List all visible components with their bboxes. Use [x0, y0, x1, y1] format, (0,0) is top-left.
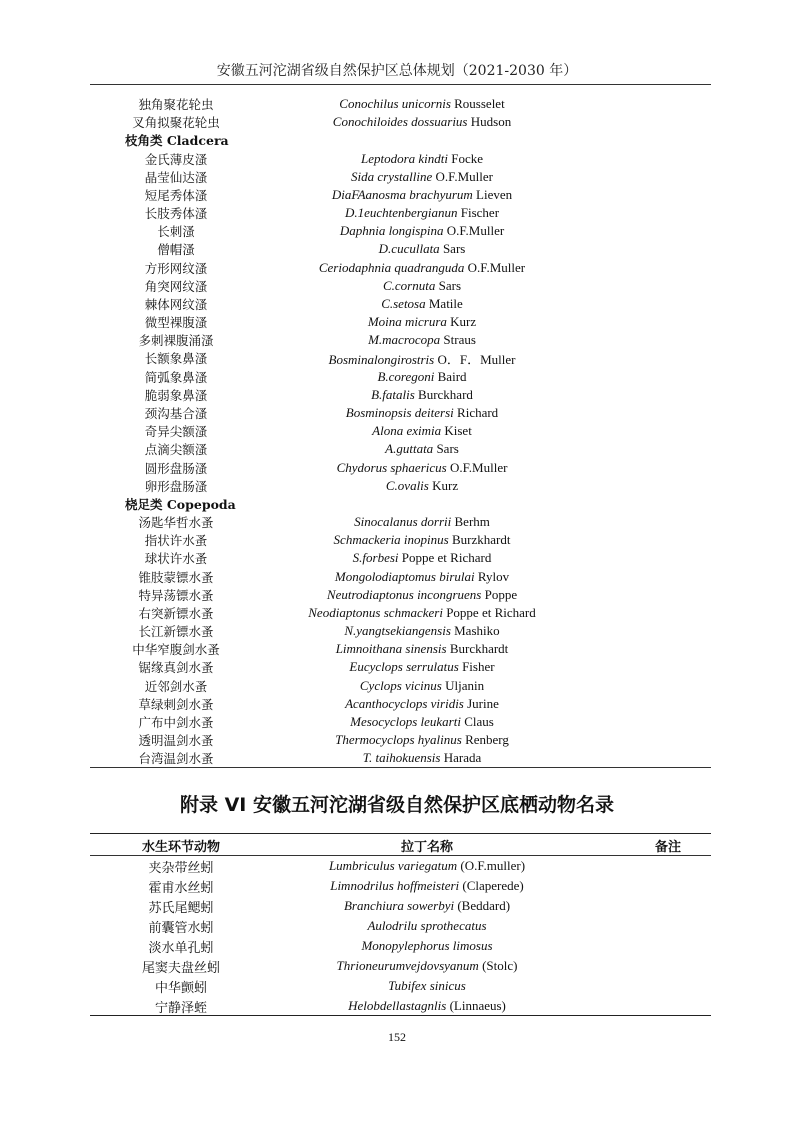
latin-binomial: Cyclops vicinus [359, 677, 442, 693]
latin-name [262, 532, 582, 548]
latin-binomial: Bosminopsis deitersi [345, 405, 454, 420]
latin-author: Harada [440, 750, 482, 766]
latin-binomial: Mongolodiaptomus birulai [334, 568, 475, 584]
chinese-name: 草绿刺剑水蚤 [138, 696, 214, 712]
table-bottom-rule [90, 767, 711, 768]
latin-binomial: Aulodrilu sprothecatus [367, 918, 487, 933]
latin-name [262, 605, 582, 621]
table-row [90, 404, 711, 422]
header-aquatic-annelids: 水生环节动物 [141, 840, 220, 855]
latin-name [262, 169, 582, 185]
latin-binomial: Mesocyclops leukarti [350, 713, 461, 729]
latin-author: (O.F.muller) [457, 858, 526, 873]
latin-name [262, 569, 582, 585]
latin-name [262, 187, 582, 203]
table-row [90, 95, 711, 113]
chinese-name: 奇异尖额溞 [144, 424, 208, 440]
latin-name [262, 732, 582, 748]
latin-binomial: Acanthocyclops viridis [345, 695, 464, 711]
table-row [90, 713, 711, 731]
chinese-name: 卵形盘肠溞 [144, 478, 208, 494]
latin-binomial: B.coregoni [377, 368, 435, 384]
table-row [90, 677, 711, 695]
latin-name [262, 260, 582, 276]
section-label: 枝角类 Cladcera [125, 133, 229, 149]
latin-author: Poppe [481, 586, 518, 602]
latin-author: Jurine [463, 695, 499, 711]
latin-binomial: Neodiaptonus schmackeri [308, 604, 443, 620]
latin-author: Poppe et Richard [442, 604, 536, 620]
chinese-name: 尾窦夫盘丝蚓 [141, 960, 220, 976]
latin-binomial: A.guttata [385, 441, 434, 457]
table-row [90, 440, 711, 458]
page-number: 152 [388, 1030, 406, 1044]
table-row [90, 422, 711, 440]
latin-author: Kurz [428, 477, 459, 493]
chinese-name: 广布中剑水蚤 [138, 714, 214, 730]
latin-author: O.F.Muller [446, 459, 508, 475]
chinese-name: 多刺裸腹涌溞 [138, 333, 214, 349]
latin-author: (Stolc) [478, 958, 518, 973]
latin-author: Sars [435, 277, 461, 293]
latin-author: Matile [425, 295, 463, 311]
latin-binomial: M.macrocopa [368, 332, 441, 348]
latin-author: Claus [460, 713, 494, 729]
table-row [90, 976, 711, 996]
latin-author: Richard [453, 405, 499, 420]
latin-author: O．F．Muller [434, 352, 516, 367]
table-row [90, 567, 711, 585]
latin-author: Straus [440, 332, 476, 348]
latin-binomial: Bosminalongirostris [328, 352, 435, 367]
latin-author: Sars [433, 441, 459, 457]
table-row [90, 240, 711, 258]
latin-binomial: C.setosa [381, 295, 426, 311]
latin-binomial: Leptodora kindti [360, 150, 448, 166]
latin-author: Fisher [458, 659, 495, 675]
latin-name [262, 750, 582, 766]
chinese-name: 台湾温剑水蚤 [138, 751, 214, 767]
table-row [90, 956, 711, 976]
latin-binomial: Thermocyclops hyalinus [335, 732, 462, 748]
latin-author: Berhm [451, 514, 490, 530]
chinese-name: 点滴尖额溞 [144, 442, 208, 458]
latin-binomial: C.ovalis [385, 477, 429, 493]
latin-name [262, 587, 582, 603]
latin-author: Burzkhardt [448, 532, 511, 548]
latin-author: Lieven [472, 186, 513, 202]
latin-binomial: Schmackeria inopinus [333, 532, 449, 548]
latin-author: Poppe et Richard [398, 550, 492, 566]
latin-name [262, 623, 582, 639]
latin-name [262, 369, 582, 385]
chinese-name: 僧帽溞 [157, 242, 195, 258]
chinese-name: 霍甫水丝蚓 [148, 880, 214, 896]
latin-binomial: Sinocalanus dorrii [354, 514, 452, 530]
chinese-name: 简弧象鼻溞 [144, 369, 208, 385]
chinese-name: 宁静泽蛭 [154, 1000, 207, 1016]
section-heading [90, 131, 711, 149]
benthic-table [90, 856, 711, 1016]
latin-binomial: Neutrodiaptonus incongruens [326, 586, 482, 602]
latin-binomial: Chydorus sphaericus [336, 459, 447, 475]
table-row [90, 549, 711, 567]
zooplankton-table [90, 95, 711, 767]
table-row [90, 916, 711, 936]
latin-binomial: Daphnia longispina [339, 223, 444, 239]
latin-name [262, 678, 582, 694]
latin-author: (Linnaeus) [446, 998, 506, 1013]
latin-name [262, 151, 582, 167]
latin-binomial: Tubifex sinicus [388, 978, 466, 993]
latin-author: Uljanin [441, 677, 485, 693]
chinese-name: 独角聚花轮虫 [138, 97, 214, 113]
chinese-name: 球状许水蚤 [144, 551, 208, 567]
latin-binomial: B.fatalis [371, 386, 415, 402]
latin-author: Kiset [441, 423, 472, 439]
chinese-name: 特异荡镖水蚤 [138, 587, 214, 603]
chinese-name: 长江新镖水蚤 [138, 624, 214, 640]
table-row [90, 313, 711, 331]
latin-author: Fischer [457, 205, 500, 221]
latin-author: Burckhard [414, 386, 473, 402]
latin-author: O.F.Muller [443, 223, 505, 239]
latin-author: Rousselet [450, 96, 505, 112]
table-row [90, 658, 711, 676]
latin-name [262, 423, 582, 439]
chinese-name: 短尾秀体溞 [144, 187, 208, 203]
latin-binomial: Branchiura sowerbyi [343, 898, 455, 913]
chinese-name: 晶莹仙达溞 [144, 169, 208, 185]
latin-name [262, 696, 582, 712]
chinese-name: 圆形盘肠溞 [144, 460, 208, 476]
table-row [90, 259, 711, 277]
chinese-name: 长刺溞 [157, 224, 195, 240]
latin-binomial: Conochilus unicornis [339, 96, 451, 112]
latin-name [272, 898, 582, 914]
latin-name [272, 938, 582, 954]
table-row [90, 531, 711, 549]
table-row [90, 222, 711, 240]
latin-binomial: C.cornuta [382, 277, 436, 293]
latin-name [262, 96, 582, 112]
latin-author: Focke [448, 150, 484, 166]
latin-name [272, 998, 582, 1014]
table-row [90, 640, 711, 658]
chinese-name: 棘体网纹溞 [144, 296, 208, 312]
table-row [90, 586, 711, 604]
chinese-name: 金氏薄皮溞 [144, 151, 208, 167]
latin-name [262, 441, 582, 457]
latin-name [262, 514, 582, 530]
latin-name [262, 478, 582, 494]
table-row [90, 458, 711, 476]
latin-name [262, 349, 582, 368]
section-label: 桡足类 Copepoda [125, 496, 236, 512]
latin-name [262, 296, 582, 312]
table-row [90, 113, 711, 131]
chinese-name: 角突网纹溞 [144, 278, 208, 294]
latin-author: Sars [439, 241, 466, 257]
latin-author: (Beddard) [454, 898, 511, 913]
chinese-name: 中华窄腹剑水蚤 [132, 642, 220, 658]
table2-bottom-rule [90, 1015, 711, 1016]
latin-binomial: Thrioneurumvejdovsyanum [336, 958, 479, 973]
latin-author: Kurz [446, 314, 477, 330]
appendix-title: 附录 VI 安徽五河沱湖省级自然保护区底栖动物名录 [179, 794, 614, 816]
table-row [90, 186, 711, 204]
latin-name [272, 918, 582, 934]
latin-name [262, 405, 582, 421]
header-rule [90, 84, 711, 85]
table-row [90, 150, 711, 168]
chinese-name: 前囊管水蚓 [148, 920, 214, 936]
latin-name [262, 205, 582, 221]
latin-author: Rylov [474, 568, 510, 584]
latin-author: (Claperede) [459, 878, 524, 893]
latin-binomial: Ceriodaphnia quadranguda [318, 259, 465, 275]
header-latin-name: 拉丁名称 [400, 840, 453, 855]
table-row [90, 749, 711, 767]
chinese-name: 锥肢蒙镖水蚤 [138, 569, 214, 585]
chinese-name: 叉角拟聚花轮虫 [132, 115, 220, 131]
latin-binomial: Lumbriculus variegatum [328, 858, 458, 873]
chinese-name: 右突新镖水蚤 [138, 605, 214, 621]
latin-binomial: Eucyclops serrulatus [349, 659, 459, 675]
section-heading [90, 495, 711, 513]
chinese-name: 脆弱象鼻溞 [144, 387, 208, 403]
table-row [90, 386, 711, 404]
chinese-name: 淡水单孔蚓 [148, 940, 214, 956]
table-row [90, 168, 711, 186]
table-row [90, 513, 711, 531]
latin-name [272, 858, 582, 874]
latin-binomial: Limnodrilus hoffmeisteri [330, 878, 460, 893]
latin-name [262, 387, 582, 403]
table-row [90, 349, 711, 367]
table-row [90, 936, 711, 956]
chinese-name: 指状许水蚤 [144, 533, 208, 549]
latin-author: Mashiko [450, 623, 500, 639]
table-row [90, 295, 711, 313]
latin-author: Hudson [467, 114, 512, 130]
chinese-name: 透明温剑水蚤 [138, 733, 214, 749]
table-row [90, 695, 711, 713]
latin-name [262, 314, 582, 330]
latin-binomial: Monopylephorus limosus [361, 938, 493, 953]
latin-binomial: Conochiloides dossuarius [332, 114, 468, 130]
chinese-name: 微型裸腹溞 [144, 315, 208, 331]
latin-name [262, 460, 582, 476]
table-row [90, 731, 711, 749]
table-row [90, 996, 711, 1016]
latin-binomial: Alona eximia [372, 423, 442, 439]
chinese-name: 苏氏尾鳃蚓 [148, 900, 214, 916]
chinese-name: 方形网纹溞 [144, 260, 208, 276]
chinese-name: 夹杂带丝蚓 [148, 860, 214, 876]
table-row [90, 331, 711, 349]
table-row [90, 604, 711, 622]
latin-name [262, 241, 582, 257]
latin-binomial: Limnoithana sinensis [335, 641, 447, 657]
latin-name [262, 223, 582, 239]
latin-author: Renberg [461, 732, 509, 748]
latin-binomial: Sida crystalline [351, 168, 433, 184]
latin-binomial: Helobdellastagnlis [348, 998, 447, 1013]
header-remarks: 备注 [654, 840, 681, 855]
latin-name [272, 878, 582, 894]
latin-name [262, 659, 582, 675]
table-row [90, 856, 711, 876]
latin-name [262, 332, 582, 348]
chinese-name: 长肢秀体溞 [144, 206, 208, 222]
latin-binomial: D.cucullata [378, 241, 440, 257]
latin-author: O.F.Muller [464, 259, 526, 275]
chinese-name: 颈沟基合溞 [144, 406, 208, 421]
table-row [90, 204, 711, 222]
latin-binomial: T. taihokuensis [362, 750, 441, 766]
table2-top-rule [90, 833, 711, 834]
chinese-name: 汤匙华哲水蚤 [138, 515, 214, 531]
latin-name [272, 978, 582, 994]
chinese-name: 中华颤蚓 [154, 980, 207, 996]
latin-author: Baird [434, 368, 467, 384]
latin-author: O.F.Muller [432, 168, 493, 184]
latin-name [262, 278, 582, 294]
latin-name [262, 714, 582, 730]
chinese-name: 锯缘真剑水蚤 [138, 660, 214, 676]
latin-name [272, 958, 582, 974]
latin-binomial: N.yangtsekiangensis [344, 623, 451, 639]
table-row [90, 622, 711, 640]
latin-name [262, 114, 582, 130]
table-row [90, 896, 711, 916]
table2-header-row [90, 836, 711, 855]
latin-binomial: D.1euchtenbergianun [344, 205, 458, 221]
table-row [90, 876, 711, 896]
running-header: 安徽五河沱湖省级自然保护区总体规划（2021-2030 年） [216, 63, 578, 79]
latin-name [262, 641, 582, 657]
latin-author: Burckhardt [446, 641, 509, 657]
table-row [90, 477, 711, 495]
latin-binomial: Moina micrura [367, 314, 447, 330]
chinese-name: 近邻剑水蚤 [144, 678, 208, 694]
latin-name [262, 550, 582, 566]
table-row [90, 368, 711, 386]
chinese-name: 长额象鼻溞 [144, 351, 208, 367]
latin-binomial: S.forbesi [352, 550, 399, 566]
latin-binomial: DiaFAanosma brachyurum [331, 186, 473, 202]
table-row [90, 277, 711, 295]
